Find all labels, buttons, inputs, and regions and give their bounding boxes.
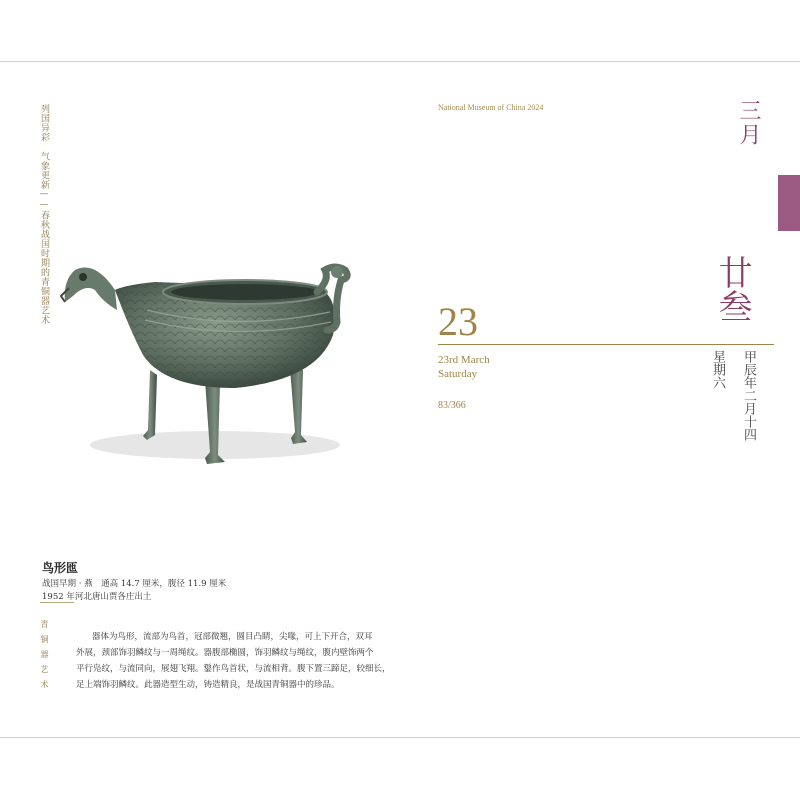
artifact-description (76, 629, 391, 693)
category-label: 青铜器艺术 (40, 620, 49, 695)
day-number: 23 (438, 299, 478, 344)
artifact-name: 鸟形匜 (42, 561, 79, 575)
series-divider (40, 602, 74, 603)
lunar-date: 甲辰年二月十四 (741, 350, 756, 441)
description-line: 器体为鸟形，流部为鸟首，冠部微翘，圆目凸睛，尖喙，可上下开合，双耳 (92, 632, 373, 642)
bird-vessel-image (55, 240, 355, 480)
weekday-cn: 星期六 (710, 350, 725, 389)
artifact-meta-period: 战国早期 · 燕 通高 14.7 厘米，腹径 11.9 厘米 (42, 579, 227, 589)
bottom-rule (0, 737, 800, 738)
description-line: 平行凫纹，与流同向，展翅飞翔。鋬作鸟首状，与流相背。腹下置三蹄足，较细长， (76, 664, 391, 674)
month-edge-tab (778, 175, 800, 231)
month-cn: 三月 (736, 99, 761, 147)
date-english (438, 353, 490, 381)
artifact-meta-provenance: 1952 年河北唐山贾各庄出土 (42, 592, 152, 602)
museum-header: National Museum of China 2024 (438, 103, 544, 112)
day-cn: 廿叁 (712, 255, 752, 323)
description-line: 外展，颈部饰羽鳞纹与一周绳纹。器腹部椭圆，饰羽鳞纹与绳纹，腹内壁饰两个 (76, 648, 374, 658)
date-en-line2: Saturday (438, 368, 478, 380)
day-of-year: 83/366 (438, 400, 466, 411)
date-divider (438, 344, 774, 345)
series-title: 列国异彩 气象更新——春秋战国时期的青铜器艺术 (39, 104, 49, 325)
date-en-line1: 23rd March (438, 354, 490, 366)
top-rule (0, 61, 800, 62)
description-line: 足上端饰羽鳞纹。此器造型生动，铸造精良，是战国青铜器中的珍品。 (76, 680, 340, 690)
